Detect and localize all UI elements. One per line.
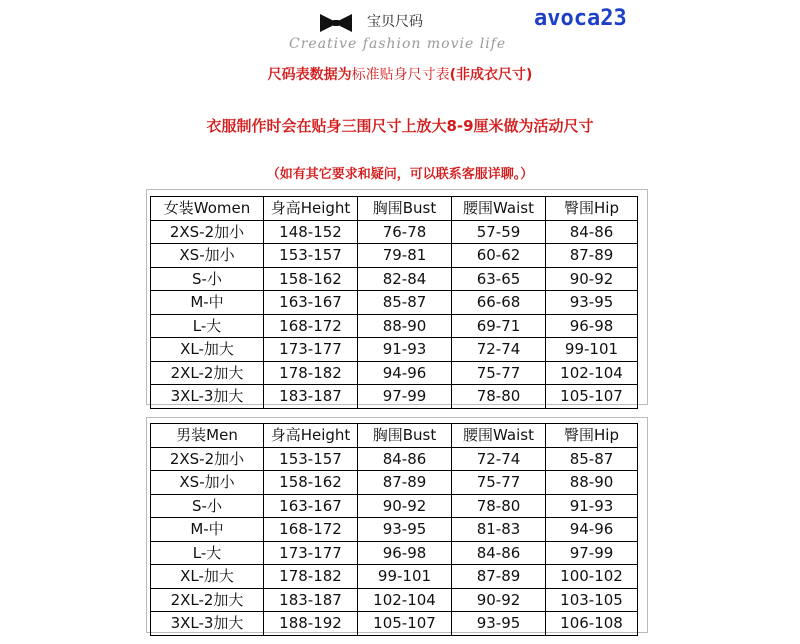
measurement-cell: 90-92 — [358, 494, 452, 518]
page-header — [0, 4, 800, 56]
table-row — [151, 385, 638, 409]
table-row — [151, 338, 638, 362]
size-label-cell: 3XL-3加大 — [151, 612, 264, 636]
column-header: 胸围Bust — [358, 424, 452, 448]
measurement-cell: 90-92 — [452, 588, 546, 612]
column-header: 腰围Waist — [452, 424, 546, 448]
measurement-cell: 183-187 — [264, 588, 358, 612]
measurement-cell: 84-86 — [358, 447, 452, 471]
table-row — [151, 612, 638, 636]
measurement-cell: 158-162 — [264, 471, 358, 495]
measurement-cell: 82-84 — [358, 267, 452, 291]
measurement-cell: 96-98 — [358, 541, 452, 565]
table-row — [151, 541, 638, 565]
measurement-cell: 75-77 — [452, 471, 546, 495]
measurement-cell: 102-104 — [546, 361, 638, 385]
table-row — [151, 494, 638, 518]
tagline: Creative fashion movie life — [289, 36, 507, 52]
measurement-cell: 75-77 — [452, 361, 546, 385]
measurement-cell: 168-172 — [264, 518, 358, 542]
measurement-cell: 153-157 — [264, 244, 358, 268]
size-label-cell: 2XS-2加小 — [151, 220, 264, 244]
measurement-cell: 88-90 — [358, 314, 452, 338]
measurement-cell: 79-81 — [358, 244, 452, 268]
measurement-cell: 72-74 — [452, 447, 546, 471]
notice-line-3: （如有其它要求和疑问，可以联系客服详聊。） — [266, 167, 534, 182]
column-header: 女装Women — [151, 197, 264, 221]
measurement-cell: 148-152 — [264, 220, 358, 244]
measurement-cell: 66-68 — [452, 291, 546, 315]
measurement-cell: 63-65 — [452, 267, 546, 291]
women-size-table — [150, 196, 638, 409]
column-header: 臀围Hip — [546, 197, 638, 221]
size-label-cell: 2XS-2加小 — [151, 447, 264, 471]
measurement-cell: 178-182 — [264, 565, 358, 589]
measurement-cell: 69-71 — [452, 314, 546, 338]
size-label-cell: XS-加小 — [151, 471, 264, 495]
table-row — [151, 267, 638, 291]
table-row — [151, 588, 638, 612]
measurement-cell: 173-177 — [264, 541, 358, 565]
notice-line-1-bold2: (非成衣尺寸) — [449, 67, 533, 83]
measurement-cell: 85-87 — [358, 291, 452, 315]
measurement-cell: 163-167 — [264, 291, 358, 315]
measurement-cell: 105-107 — [546, 385, 638, 409]
measurement-cell: 99-101 — [358, 565, 452, 589]
measurement-cell: 91-93 — [358, 338, 452, 362]
size-label-cell: L-大 — [151, 541, 264, 565]
measurement-cell: 72-74 — [452, 338, 546, 362]
measurement-cell: 90-92 — [546, 267, 638, 291]
size-label-cell: 2XL-2加大 — [151, 361, 264, 385]
size-label-cell: 2XL-2加大 — [151, 588, 264, 612]
men-size-table — [150, 423, 638, 636]
table-header-row — [151, 424, 638, 448]
bow-tie-icon — [318, 12, 354, 34]
header-title: 宝贝尺码 — [367, 14, 423, 30]
measurement-cell: 84-86 — [546, 220, 638, 244]
measurement-cell: 106-108 — [546, 612, 638, 636]
table-row — [151, 314, 638, 338]
measurement-cell: 78-80 — [452, 494, 546, 518]
measurement-cell: 76-78 — [358, 220, 452, 244]
measurement-cell: 183-187 — [264, 385, 358, 409]
measurement-cell: 94-96 — [546, 518, 638, 542]
measurement-cell: 85-87 — [546, 447, 638, 471]
measurement-cell: 96-98 — [546, 314, 638, 338]
measurement-cell: 103-105 — [546, 588, 638, 612]
measurement-cell: 94-96 — [358, 361, 452, 385]
measurement-cell: 188-192 — [264, 612, 358, 636]
measurement-cell: 173-177 — [264, 338, 358, 362]
column-header: 臀围Hip — [546, 424, 638, 448]
measurement-cell: 168-172 — [264, 314, 358, 338]
measurement-cell: 93-95 — [546, 291, 638, 315]
size-label-cell: XL-加大 — [151, 338, 264, 362]
notice-line-1 — [0, 64, 800, 84]
measurement-cell: 178-182 — [264, 361, 358, 385]
measurement-cell: 153-157 — [264, 447, 358, 471]
size-label-cell: S-小 — [151, 267, 264, 291]
measurement-cell: 87-89 — [358, 471, 452, 495]
size-label-cell: M-中 — [151, 291, 264, 315]
size-label-cell: S-小 — [151, 494, 264, 518]
measurement-cell: 84-86 — [452, 541, 546, 565]
size-label-cell: M-中 — [151, 518, 264, 542]
column-header: 身高Height — [264, 197, 358, 221]
table-row — [151, 220, 638, 244]
measurement-cell: 78-80 — [452, 385, 546, 409]
notice-line-2: 衣服制作时会在贴身三围尺寸上放大8-9厘米做为活动尺寸 — [206, 117, 594, 135]
column-header: 身高Height — [264, 424, 358, 448]
brand-watermark: avoca23 — [534, 6, 627, 31]
measurement-cell: 87-89 — [546, 244, 638, 268]
measurement-cell: 158-162 — [264, 267, 358, 291]
table-header-row — [151, 197, 638, 221]
table-row — [151, 518, 638, 542]
table-row — [151, 291, 638, 315]
size-label-cell: XL-加大 — [151, 565, 264, 589]
size-label-cell: 3XL-3加大 — [151, 385, 264, 409]
measurement-cell: 102-104 — [358, 588, 452, 612]
table-row — [151, 361, 638, 385]
measurement-cell: 88-90 — [546, 471, 638, 495]
table-row — [151, 447, 638, 471]
column-header: 男装Men — [151, 424, 264, 448]
column-header: 腰围Waist — [452, 197, 546, 221]
measurement-cell: 100-102 — [546, 565, 638, 589]
table-row — [151, 244, 638, 268]
measurement-cell: 93-95 — [358, 518, 452, 542]
size-label-cell: L-大 — [151, 314, 264, 338]
measurement-cell: 93-95 — [452, 612, 546, 636]
measurement-cell: 87-89 — [452, 565, 546, 589]
table-row — [151, 471, 638, 495]
notice-line-1-bold: 尺码表数据为 — [267, 67, 352, 83]
size-label-cell: XS-加小 — [151, 244, 264, 268]
measurement-cell: 91-93 — [546, 494, 638, 518]
measurement-cell: 81-83 — [452, 518, 546, 542]
measurement-cell: 97-99 — [546, 541, 638, 565]
column-header: 胸围Bust — [358, 197, 452, 221]
measurement-cell: 60-62 — [452, 244, 546, 268]
measurement-cell: 57-59 — [452, 220, 546, 244]
measurement-cell: 105-107 — [358, 612, 452, 636]
notice-line-1-normal: 标准贴身尺寸表 — [351, 67, 450, 83]
measurement-cell: 97-99 — [358, 385, 452, 409]
table-row — [151, 565, 638, 589]
measurement-cell: 163-167 — [264, 494, 358, 518]
measurement-cell: 99-101 — [546, 338, 638, 362]
